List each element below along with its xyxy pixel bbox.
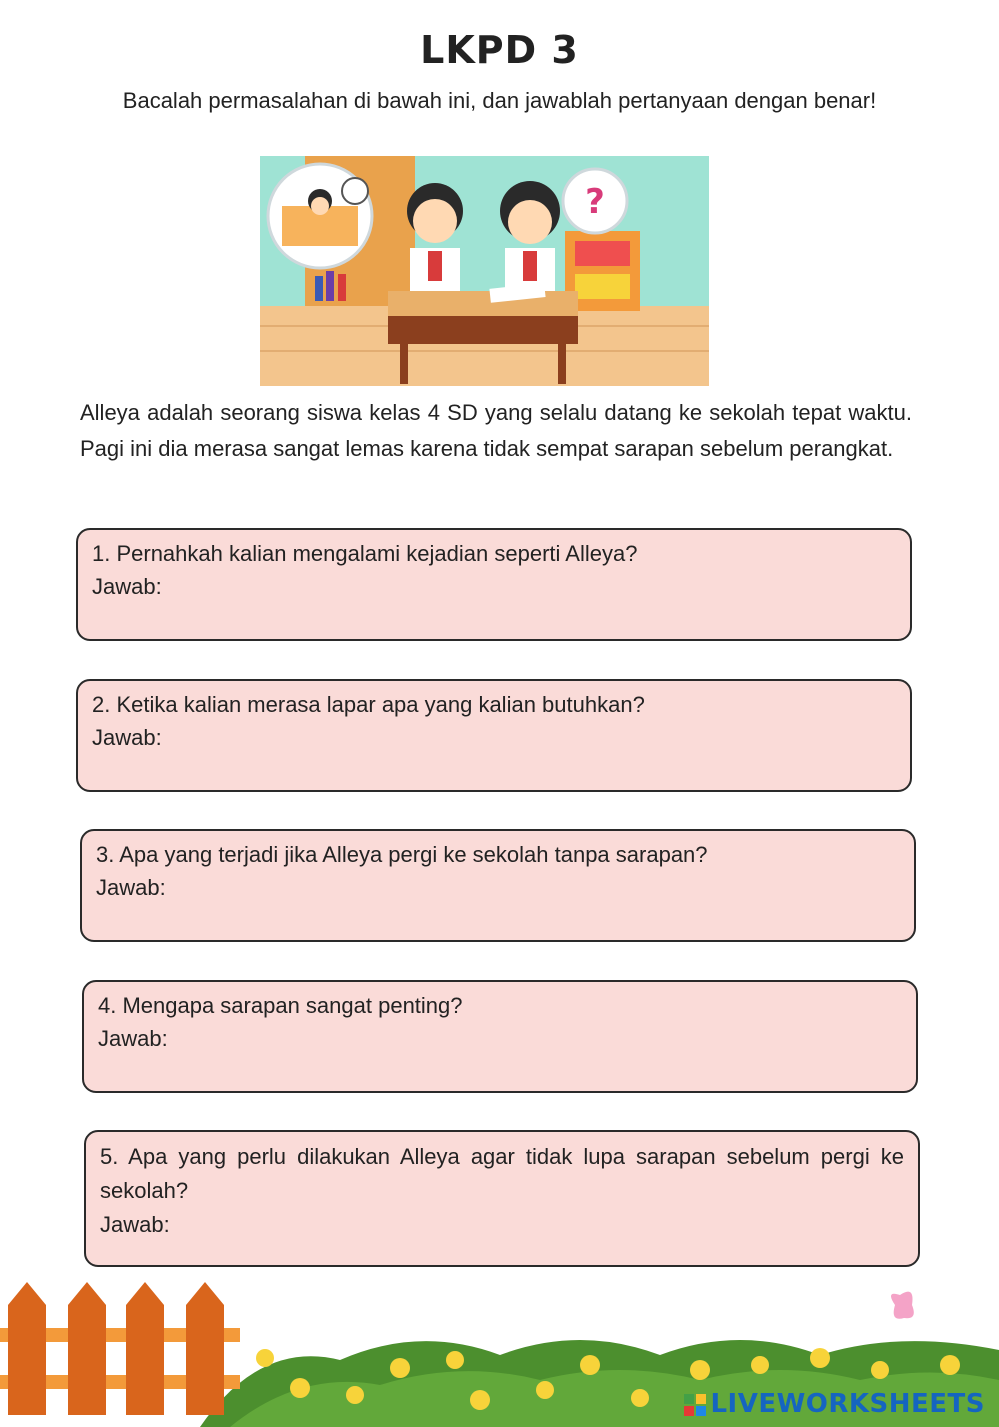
answer-label: Jawab:: [98, 1026, 168, 1051]
question-text: 2. Ketika kalian merasa lapar apa yang kalian butuhkan?: [92, 692, 645, 717]
question-box-3[interactable]: [80, 829, 916, 942]
question-text: 1. Pernahkah kalian mengalami kejadian seperti Alleya?: [92, 541, 638, 566]
brand-text: LIVEWORKSHEETS: [710, 1389, 985, 1419]
question-text: 3. Apa yang terjadi jika Alleya pergi ke sekolah tanpa sarapan?: [96, 842, 708, 867]
answer-label: Jawab:: [92, 725, 162, 750]
classroom-illustration: [260, 156, 709, 386]
answer-label: Jawab:: [96, 875, 166, 900]
question-box-1[interactable]: [76, 528, 912, 641]
story-paragraph: Alleya adalah seorang siswa kelas 4 SD yang selalu datang ke sekolah tepat waktu. Pagi ini dia merasa sangat lemas karena tidak sempat sarapan sebelum perangkat.: [80, 400, 912, 461]
instruction-text: Bacalah permasalahan di bawah ini, dan jawablah pertanyaan dengan benar!: [122, 88, 877, 113]
liveworksheets-icon: [684, 1393, 706, 1415]
question-box-5[interactable]: [84, 1130, 920, 1267]
worksheet-title: LKPD 3: [420, 28, 579, 72]
answer-label: Jawab:: [100, 1212, 170, 1237]
svg-text:?: ?: [585, 182, 605, 222]
question-box-2[interactable]: [76, 679, 912, 792]
question-text: 4. Mengapa sarapan sangat penting?: [98, 993, 463, 1018]
answer-label: Jawab:: [92, 574, 162, 599]
liveworksheets-logo: [684, 1389, 985, 1419]
question-box-4[interactable]: [82, 980, 918, 1093]
question-text: 5. Apa yang perlu dilakukan Alleya agar tidak lupa sarapan sebelum pergi ke sekolah?: [100, 1144, 904, 1203]
